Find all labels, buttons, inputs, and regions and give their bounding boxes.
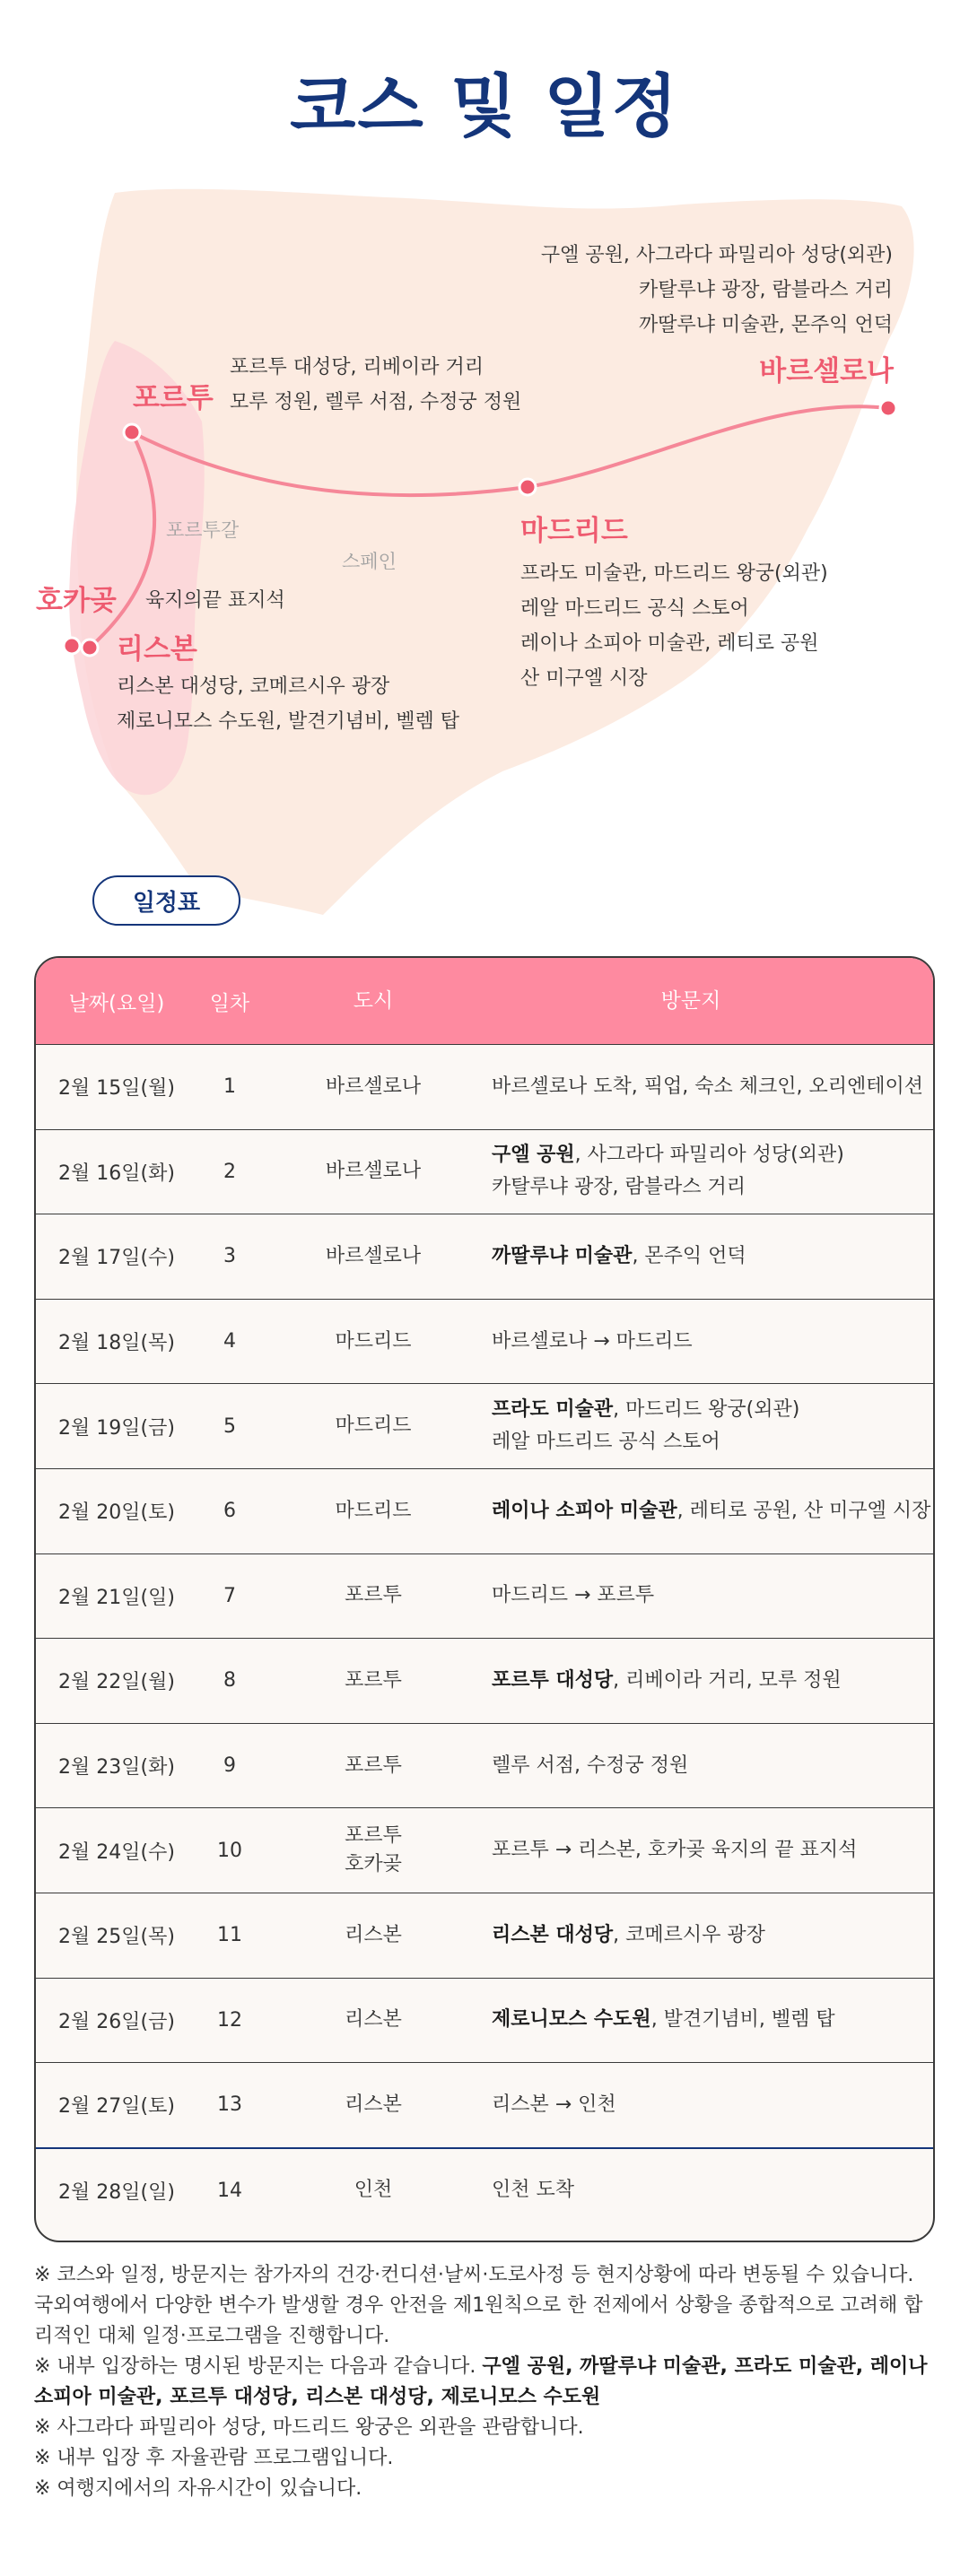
porto-dot <box>124 424 140 440</box>
highlight-place: 구엘 공원 <box>492 1144 575 1167</box>
header-places: 방문지 <box>660 989 721 1013</box>
cell-day: 5 <box>223 1414 236 1438</box>
cell-date: 2월 22일(월) <box>58 1671 175 1694</box>
lisbon-sights: 리스본 대성당, 코메르시우 광장 제로니모스 수도원, 발견기념비, 벨렘 탑 <box>117 675 459 733</box>
header-city: 도시 <box>353 989 394 1013</box>
cell-day: 6 <box>223 1500 236 1523</box>
table-row <box>36 1893 933 1978</box>
cell-day: 3 <box>223 1245 236 1268</box>
madrid-sights: 프라도 미술관, 마드리드 왕궁(외관) 레알 마드리드 공식 스토어 레이나 소피아 미술관, 레티로 공원 산 미구엘 시장 <box>520 562 828 690</box>
table-row <box>36 2147 933 2232</box>
cell-day: 14 <box>217 2179 242 2202</box>
cell-city: 포르투 <box>345 1584 402 1607</box>
schedule-table <box>34 956 935 2242</box>
cell-day: 2 <box>223 1160 236 1183</box>
cell-places: 제로니모스 수도원, 발견기념비, 벨렘 탑 <box>492 2008 835 2032</box>
cell-date: 2월 20일(토) <box>58 1501 175 1525</box>
cell-city: 바르셀로나 <box>325 1075 422 1098</box>
cell-day: 11 <box>217 1924 242 1947</box>
note-4: ※ 내부 입장 후 자율관람 프로그램입니다. <box>34 2447 394 2469</box>
cell-date: 2월 25일(목) <box>58 1926 175 1949</box>
highlight-place: 까딸루냐 미술관 <box>492 1244 633 1267</box>
cell-date: 2월 26일(금) <box>58 2010 175 2033</box>
table-row <box>36 1214 933 1299</box>
header-day: 일차 <box>209 991 250 1015</box>
cell-places: 렐루 서점, 수정궁 정원 <box>492 1754 689 1777</box>
cell-city: 마드리드 <box>335 1414 412 1438</box>
cabo-sights: 육지의끝 표지석 <box>145 589 285 612</box>
header-date: 날짜(요일) <box>68 991 165 1015</box>
cell-date: 2월 27일(토) <box>58 2095 175 2119</box>
table-row <box>36 1299 933 1384</box>
cell-city: 포르투 호카곶 <box>345 1824 402 1876</box>
cell-city: 인천 <box>354 2179 393 2202</box>
cell-places: 바르셀로나 → 마드리드 <box>492 1329 693 1353</box>
note-3: ※ 사그라다 파밀리아 성당, 마드리드 왕궁은 외관을 관람합니다. <box>34 2416 584 2439</box>
barcelona-sights: 구엘 공원, 사그라다 파밀리아 성당(외관) 카탈루냐 광장, 람블라스 거리 까딸루냐 미술관, 몬주익 언덕 <box>540 244 893 336</box>
cell-city: 마드리드 <box>335 1329 412 1353</box>
table-row <box>36 1723 933 1808</box>
cell-places: 리스본 → 인천 <box>492 2093 616 2116</box>
cell-places: 까딸루냐 미술관, 몬주익 언덕 <box>492 1244 746 1267</box>
cell-day: 9 <box>223 1754 236 1778</box>
note-2: ※ 내부 입장하는 명시된 방문지는 다음과 같습니다. 구엘 공원, 까딸루냐 미술관, 프라도 미술관, 레이나 소피아 미술관, 포르투 대성당, 리스본 대성당, 제로니모스 수도원 <box>34 2355 928 2408</box>
cell-day: 1 <box>223 1075 236 1099</box>
highlight-place: 리스본 대성당 <box>492 1923 614 1946</box>
city-porto: 포르투 <box>133 382 214 414</box>
cell-city: 리스본 <box>345 2008 402 2032</box>
cell-city: 마드리드 <box>335 1499 412 1522</box>
cell-city: 리스본 <box>345 2093 402 2116</box>
city-madrid: 마드리드 <box>520 515 628 547</box>
cell-date: 2월 19일(금) <box>58 1416 175 1440</box>
cell-city: 바르셀로나 <box>325 1160 422 1183</box>
spain-label: 스페인 <box>342 551 397 572</box>
cell-date: 2월 28일(일) <box>58 2180 175 2204</box>
cell-places: 리스본 대성당, 코메르시우 광장 <box>492 1923 765 1946</box>
table-row <box>36 1638 933 1723</box>
cell-date: 2월 18일(목) <box>58 1332 175 1355</box>
city-cabo-da-roca: 호카곶 <box>36 585 117 617</box>
table-row <box>36 1553 933 1639</box>
cell-day: 4 <box>223 1330 236 1353</box>
lisbon-dot <box>82 640 98 656</box>
cell-city: 리스본 <box>345 1923 402 1946</box>
cell-places: 레이나 소피아 미술관, 레티로 공원, 산 미구엘 시장 <box>492 1499 931 1522</box>
note-5: ※ 여행지에서의 자유시간이 있습니다. <box>34 2477 362 2500</box>
cell-places: 프라도 미술관, 마드리드 왕궁(외관) 레알 마드리드 공식 스토어 <box>492 1398 800 1454</box>
cell-places: 포르투 → 리스본, 호카곶 육지의 끝 표지석 <box>492 1839 858 1862</box>
table-row <box>36 1383 933 1468</box>
cell-places: 바르셀로나 도착, 픽업, 숙소 체크인, 오리엔테이션 <box>492 1075 923 1098</box>
highlight-place: 포르투 대성당 <box>492 1668 614 1692</box>
table-header <box>36 958 933 1044</box>
table-row <box>36 1978 933 2063</box>
cell-day: 7 <box>223 1584 236 1607</box>
city-lisbon: 리스본 <box>117 633 197 666</box>
porto-sights: 포르투 대성당, 리베이라 거리 모루 정원, 렐루 서점, 수정궁 정원 <box>230 356 522 413</box>
portugal-label: 포르투갈 <box>166 519 240 541</box>
cabo-dot <box>64 638 80 654</box>
highlight-place: 제로니모스 수도원 <box>492 2008 651 2032</box>
city-barcelona: 바르셀로나 <box>759 355 894 387</box>
cell-city: 바르셀로나 <box>325 1244 422 1267</box>
notes <box>34 2260 937 2504</box>
cell-day: 13 <box>217 2093 242 2117</box>
cell-date: 2월 15일(월) <box>58 1077 175 1101</box>
highlight-place: 프라도 미술관 <box>492 1398 614 1422</box>
cell-date: 2월 23일(화) <box>58 1756 175 1780</box>
cell-date: 2월 17일(수) <box>58 1247 175 1270</box>
cell-places: 마드리드 → 포르투 <box>492 1584 655 1607</box>
barcelona-dot <box>880 400 896 416</box>
page-title: 코스 및 일정 <box>290 66 679 146</box>
cell-date: 2월 24일(수) <box>58 1841 175 1864</box>
table-row <box>36 1044 933 1129</box>
cell-places: 인천 도착 <box>492 2179 575 2202</box>
table-row <box>36 2062 933 2147</box>
cell-city: 포르투 <box>345 1754 402 1777</box>
cell-places: 구엘 공원, 사그라다 파밀리아 성당(외관) 카탈루냐 광장, 람블라스 거리 <box>492 1144 844 1199</box>
cell-day: 12 <box>217 2008 242 2032</box>
madrid-dot <box>519 479 536 495</box>
cell-date: 2월 21일(일) <box>58 1586 175 1609</box>
highlight-place: 레이나 소피아 미술관 <box>492 1499 677 1522</box>
cell-day: 8 <box>223 1669 236 1693</box>
table-row <box>36 1129 933 1214</box>
table-row <box>36 1807 933 1893</box>
cell-date: 2월 16일(화) <box>58 1162 175 1185</box>
cell-places: 포르투 대성당, 리베이라 거리, 모루 정원 <box>492 1668 842 1692</box>
table-row <box>36 1468 933 1553</box>
cell-day: 10 <box>217 1839 242 1862</box>
cell-city: 포르투 <box>345 1668 402 1692</box>
note-1: ※ 코스와 일정, 방문지는 참가자의 건강·컨디션·날씨·도로사정 등 현지상황에 따라 변동될 수 있습니다. 국외여행에서 다양한 변수가 발생할 경우 안전을 제1원칙으로 한 전제에서 상황을 종합적으로 고려해 합리적인 대체 일정·프로그램을 진행합니다. <box>34 2264 923 2347</box>
schedule-badge: 일정표 <box>92 875 240 926</box>
